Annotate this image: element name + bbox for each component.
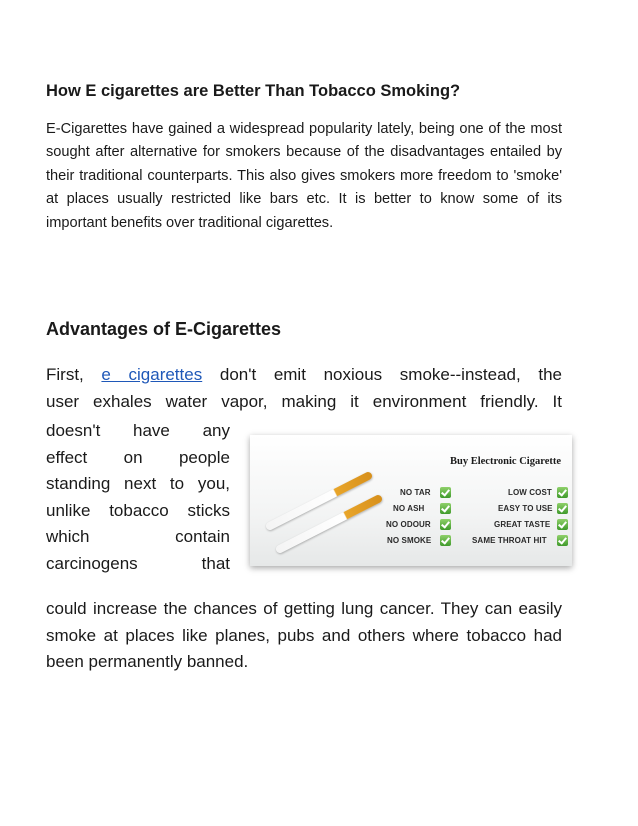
wrap-line: unlike tobacco sticks [46,500,230,520]
e-cigarettes-link[interactable]: e cigarettes [101,365,203,384]
wrap-text-column [46,418,230,578]
intro-paragraph: E-Cigarettes have gained a widespread popularity lately, being one of the most sought after alternative for smokers because of the disadvantages entailed by their traditional counterparts. This also gives smokers more freedom to 'smoke' at places usually restricted like bars etc. It is better to know some of its important benefits over traditional cigarettes. [46,121,562,231]
check-icon [440,535,451,546]
ad-title: Buy Electronic Cigarette [450,456,562,467]
feature-easy-to-use: EASY TO USE [498,504,553,513]
check-icon [440,503,451,514]
wrap-line: effect on people [46,447,230,467]
wrap-line: doesn't have any [46,421,230,440]
advantages-end-paragraph: could increase the chances of getting lung cancer. They can easily smoke at places like planes, pubs and others where tobacco had been permanently banned. [46,599,562,672]
wrap-line: which contain [46,527,230,547]
check-icon [557,487,568,498]
wrap-line: standing next to you, [46,474,230,494]
line1-before: First, [46,365,84,384]
wrap-line: carcinogens that [46,553,230,573]
check-icon [557,503,568,514]
feature-low-cost: LOW COST [508,488,552,497]
feature-no-odour: NO ODOUR [386,520,431,529]
electronic-cigarette-image [250,435,572,566]
advantages-line-2: user exhales water vapor, making it environment friendly. It [46,392,562,411]
article-heading: How E cigarettes are Better Than Tobacco Smoking? [46,82,461,100]
advantages-line-1 [46,362,562,389]
check-icon [440,487,451,498]
feature-same-throat-hit: SAME THROAT HIT [472,536,547,545]
feature-no-smoke: NO SMOKE [387,536,432,545]
feature-no-ash: NO ASH [393,504,425,513]
feature-great-taste: GREAT TASTE [494,520,551,529]
feature-no-tar: NO TAR [400,488,431,497]
check-icon [557,535,568,546]
check-icon [557,519,568,530]
cigarette-icon [275,494,384,555]
line1-after: don't emit noxious smoke--instead, the [219,365,562,384]
advantages-heading: Advantages of E-Cigarettes [46,319,282,339]
cigarette-icon [265,471,374,532]
check-icon [440,519,451,530]
